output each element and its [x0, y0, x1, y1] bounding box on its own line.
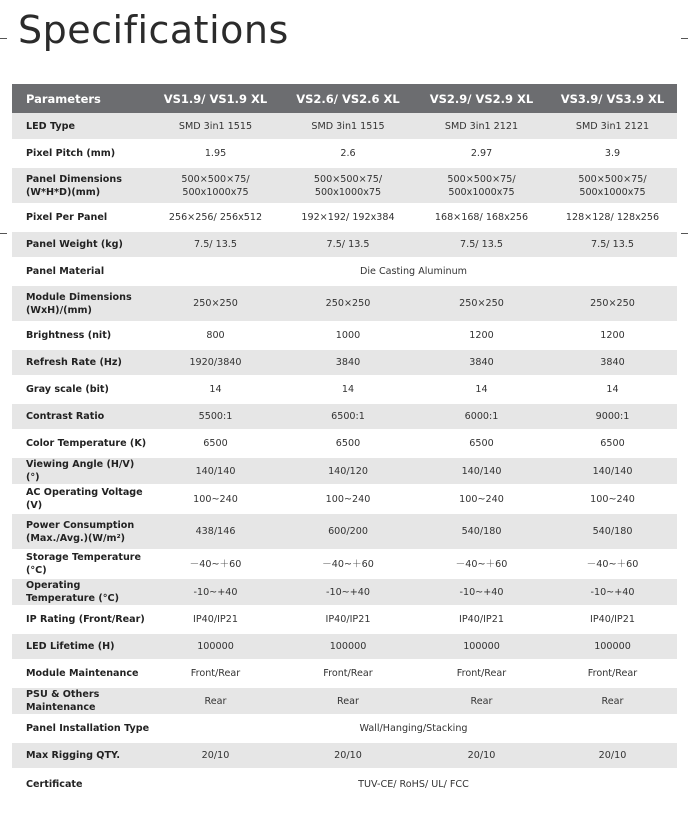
merged-value-cell [150, 769, 677, 799]
cell-value-line: 140/140 [592, 465, 633, 477]
cell-value-line: 6500 [335, 438, 361, 449]
table-row [12, 578, 677, 606]
page-title: Specifications [18, 8, 289, 52]
value-cell [548, 285, 677, 322]
cell-value-line: 500×500×75/ [181, 173, 250, 185]
value-cell [150, 457, 281, 485]
cell-value-line: 500x1000x75 [182, 186, 249, 198]
value-cell [415, 550, 548, 578]
value-cell [150, 513, 281, 550]
table-row [12, 660, 677, 687]
row-label-line: Module Maintenance [26, 668, 139, 679]
row-label-line: Power Consumption [26, 519, 135, 531]
row-label-line: Gray scale (bit) [26, 384, 109, 395]
value-cell [548, 513, 677, 550]
value-cell [281, 578, 415, 606]
row-label [12, 769, 150, 799]
row-label-line: Certificate [26, 779, 83, 790]
row-label [12, 660, 150, 687]
value-cell [150, 285, 281, 322]
table-row [12, 113, 677, 140]
table-row [12, 485, 677, 513]
cell-value-line: 540/180 [461, 526, 502, 537]
value-cell [281, 485, 415, 513]
value-cell [150, 430, 281, 457]
value-cell [281, 285, 415, 322]
cell-value-line: Rear [470, 695, 493, 707]
table-row [12, 285, 677, 322]
table-row [12, 715, 677, 742]
cell-value-line: 7.5/ 13.5 [591, 239, 634, 250]
row-label-line: PSU & Others Maintenance [26, 689, 100, 713]
row-label-line: Viewing Angle (H/V) (°) [26, 459, 135, 483]
cell-value-line: IP40/IP21 [459, 614, 504, 625]
table-row [12, 204, 677, 231]
table-header [12, 84, 677, 113]
cell-value-line: 2.97 [470, 148, 493, 159]
value-cell [415, 457, 548, 485]
cell-value-line: 9000:1 [595, 411, 630, 422]
cell-value-line: Die Casting Aluminum [359, 266, 468, 277]
value-cell [548, 457, 677, 485]
cell-value-line: 3.9 [604, 148, 621, 159]
row-label [12, 430, 150, 457]
cell-value-line: 1200 [469, 330, 494, 341]
cell-value-line: 1200 [600, 330, 625, 341]
row-label [12, 550, 150, 578]
header-cell-model: VS3.9/ VS3.9 XL [560, 91, 665, 106]
row-label [12, 513, 150, 550]
value-cell [415, 113, 548, 140]
table-row [12, 550, 677, 578]
row-label-line: Brightness (nit) [26, 330, 112, 341]
cell-value-line: 1000 [335, 330, 361, 341]
cell-value-line: 500x1000x75 [448, 186, 515, 198]
row-label-line: Module Dimensions [26, 291, 132, 303]
table-row [12, 258, 677, 285]
row-label [12, 167, 150, 204]
row-label-line: AC Operating Voltage (V) [26, 487, 143, 511]
row-label [12, 231, 150, 258]
value-cell [548, 578, 677, 606]
cell-value-line: Front/Rear [587, 668, 638, 679]
row-label [12, 349, 150, 376]
value-cell [415, 204, 548, 231]
row-label-line: Storage Temperature (°C) [26, 552, 142, 576]
value-cell [281, 349, 415, 376]
cell-value-line: Front/Rear [323, 668, 373, 679]
value-cell [150, 349, 281, 376]
cell-value-line: TUV-CE/ RoHS/ UL/ FCC [358, 779, 469, 790]
row-label [12, 715, 150, 742]
cell-value-line: 100000 [329, 641, 367, 652]
row-label [12, 204, 150, 231]
value-cell [548, 633, 677, 660]
value-cell [150, 485, 281, 513]
value-cell [548, 485, 677, 513]
cell-value-line: -10~+40 [326, 586, 370, 598]
table-row [12, 633, 677, 660]
value-cell [548, 376, 677, 403]
row-label-line: Operating Temperature (°C) [26, 580, 119, 604]
cell-value-line: SMD 3in1 2121 [575, 120, 650, 132]
cell-value-line: 1920/3840 [189, 357, 242, 368]
cell-value-line: 140/120 [328, 465, 368, 477]
value-cell [415, 430, 548, 457]
value-cell [548, 322, 677, 349]
table-row [12, 403, 677, 430]
row-label-line: Max Rigging QTY. [26, 750, 120, 761]
cell-value-line: SMD 3in1 2121 [444, 120, 519, 132]
value-cell [415, 349, 548, 376]
table-row [12, 322, 677, 349]
value-cell [281, 550, 415, 578]
cell-value-line: 20/10 [334, 750, 362, 761]
cell-value-line: 1.95 [204, 148, 227, 159]
row-label [12, 376, 150, 403]
value-cell [548, 231, 677, 258]
cell-value-line: 256×256/ 256x512 [168, 212, 263, 223]
row-label-line: LED Lifetime (H) [26, 641, 115, 652]
row-label-line: (WxH)/(mm) [26, 304, 92, 316]
cell-value-line: -10~+40 [590, 586, 635, 598]
row-label [12, 322, 150, 349]
cell-value-line: 6500:1 [331, 411, 365, 422]
table-body [12, 113, 677, 799]
value-cell [150, 660, 281, 687]
table-row [12, 430, 677, 457]
cell-value-line: 168×168/ 168x256 [434, 212, 529, 223]
row-label-line: Panel Installation Type [26, 723, 150, 734]
cell-value-line: Rear [601, 695, 624, 707]
value-cell [150, 742, 281, 769]
cell-value-line: 5500:1 [198, 411, 233, 422]
cell-value-line: －40~＋60 [189, 558, 242, 570]
cell-value-line: Front/Rear [190, 668, 241, 679]
value-cell [150, 113, 281, 140]
row-label [12, 258, 150, 285]
table-row [12, 687, 677, 715]
value-cell [150, 167, 281, 204]
decorative-tick [681, 38, 688, 39]
cell-value-line: 20/10 [467, 750, 496, 761]
value-cell [548, 550, 677, 578]
value-cell [281, 376, 415, 403]
row-label-line: Refresh Rate (Hz) [26, 357, 122, 368]
value-cell [415, 513, 548, 550]
cell-value-line: －40~＋60 [322, 558, 374, 570]
value-cell [548, 606, 677, 633]
cell-value-line: 128×128/ 128x256 [565, 212, 660, 223]
header-cell-parameters: Parameters [26, 91, 101, 106]
value-cell [415, 742, 548, 769]
table-row [12, 140, 677, 167]
value-cell [281, 167, 415, 204]
cell-value-line: 600/200 [328, 526, 368, 537]
row-label [12, 403, 150, 430]
cell-value-line: 540/180 [592, 526, 633, 537]
value-cell [548, 113, 677, 140]
cell-value-line: 250×250 [590, 298, 635, 309]
value-cell [281, 430, 415, 457]
value-cell [150, 578, 281, 606]
cell-value-line: 14 [341, 384, 355, 395]
header-cell-model: VS2.9/ VS2.9 XL [429, 91, 534, 106]
value-cell [548, 660, 677, 687]
header-cell-model: VS2.6/ VS2.6 XL [296, 91, 400, 106]
decorative-tick [681, 233, 688, 234]
table-row [12, 742, 677, 769]
value-cell [415, 485, 548, 513]
row-label-line: (W*H*D)(mm) [26, 186, 101, 198]
value-cell [150, 322, 281, 349]
value-cell [281, 403, 415, 430]
value-cell [548, 430, 677, 457]
value-cell [548, 204, 677, 231]
row-label-line: Panel Dimensions [26, 173, 122, 185]
cell-value-line: Rear [337, 695, 359, 707]
value-cell [548, 687, 677, 715]
value-cell [150, 687, 281, 715]
value-cell [548, 742, 677, 769]
value-cell [415, 633, 548, 660]
value-cell [415, 322, 548, 349]
cell-value-line: -10~+40 [459, 586, 504, 598]
header-cell-model: VS1.9/ VS1.9 XL [163, 91, 268, 106]
cell-value-line: 438/146 [195, 526, 236, 537]
table-row [12, 376, 677, 403]
cell-value-line: －40~＋60 [586, 558, 639, 570]
cell-value-line: 6500 [203, 438, 228, 449]
row-label [12, 578, 150, 606]
value-cell [415, 167, 548, 204]
value-cell [548, 140, 677, 167]
cell-value-line: 100~240 [325, 493, 371, 505]
value-cell [150, 204, 281, 231]
row-label [12, 140, 150, 167]
value-cell [281, 742, 415, 769]
cell-value-line: 140/140 [195, 465, 236, 477]
cell-value-line: 14 [209, 384, 222, 395]
cell-value-line: 500x1000x75 [314, 186, 382, 198]
cell-value-line: 6500 [600, 438, 625, 449]
table-row [12, 769, 677, 799]
value-cell [281, 633, 415, 660]
value-cell [281, 513, 415, 550]
table-row [12, 349, 677, 376]
cell-value-line: 20/10 [598, 750, 627, 761]
value-cell [415, 403, 548, 430]
cell-value-line: Rear [204, 695, 227, 707]
cell-value-line: 250×250 [193, 298, 238, 309]
cell-value-line: 250×250 [459, 298, 504, 309]
cell-value-line: 100000 [197, 641, 234, 652]
row-label-line: Panel Weight (kg) [26, 239, 123, 250]
row-label-line: (Max./Avg.)(W/m²) [26, 532, 126, 544]
row-label-line: Pixel Per Panel [26, 212, 108, 223]
value-cell [548, 167, 677, 204]
value-cell [415, 687, 548, 715]
cell-value-line: 100~240 [590, 493, 635, 505]
cell-value-line: -10~+40 [193, 586, 238, 598]
value-cell [281, 457, 415, 485]
cell-value-line: 7.5/ 13.5 [194, 239, 237, 250]
cell-value-line: 6500 [469, 438, 494, 449]
value-cell [150, 633, 281, 660]
cell-value-line: IP40/IP21 [590, 614, 635, 625]
row-label [12, 633, 150, 660]
value-cell [150, 376, 281, 403]
row-label [12, 606, 150, 633]
cell-value-line: 140/140 [461, 465, 502, 477]
value-cell [281, 687, 415, 715]
cell-value-line: SMD 3in1 1515 [178, 120, 253, 132]
value-cell [150, 606, 281, 633]
value-cell [415, 285, 548, 322]
row-label [12, 285, 150, 322]
cell-value-line: 3840 [469, 357, 494, 368]
cell-value-line: Wall/Hanging/Stacking [359, 723, 468, 734]
cell-value-line: IP40/IP21 [193, 614, 238, 625]
row-label-line: Contrast Ratio [26, 411, 105, 422]
cell-value-line: 14 [475, 384, 488, 395]
cell-value-line: 800 [206, 330, 225, 341]
cell-value-line: 250×250 [325, 298, 371, 309]
row-label [12, 485, 150, 513]
value-cell [281, 140, 415, 167]
cell-value-line: 14 [606, 384, 619, 395]
value-cell [281, 204, 415, 231]
row-label [12, 113, 150, 140]
merged-value-cell [150, 715, 677, 742]
cell-value-line: Front/Rear [456, 668, 507, 679]
value-cell [548, 403, 677, 430]
value-cell [281, 606, 415, 633]
row-label [12, 742, 150, 769]
specifications-table [12, 84, 677, 799]
value-cell [150, 231, 281, 258]
row-label-line: LED Type [26, 120, 76, 132]
value-cell [415, 660, 548, 687]
decorative-tick [0, 38, 7, 39]
row-label-line: Panel Material [26, 266, 105, 277]
value-cell [150, 140, 281, 167]
row-label-line: Color Temperature (K) [26, 438, 147, 449]
cell-value-line: －40~＋60 [455, 558, 508, 570]
table-row [12, 457, 677, 485]
value-cell [415, 578, 548, 606]
row-label [12, 457, 150, 485]
value-cell [281, 113, 415, 140]
row-label [12, 687, 150, 715]
value-cell [548, 349, 677, 376]
cell-value-line: 100000 [463, 641, 500, 652]
cell-value-line: 6000:1 [464, 411, 499, 422]
cell-value-line: 7.5/ 13.5 [326, 239, 370, 250]
table-row [12, 606, 677, 633]
value-cell [150, 403, 281, 430]
cell-value-line: 100~240 [459, 493, 504, 505]
table-row [12, 513, 677, 550]
cell-value-line: 500x1000x75 [579, 186, 646, 198]
value-cell [150, 550, 281, 578]
header-row [12, 84, 677, 113]
cell-value-line: 500×500×75/ [313, 173, 383, 185]
cell-value-line: 20/10 [201, 750, 230, 761]
row-label-line: IP Rating (Front/Rear) [26, 614, 145, 625]
cell-value-line: 100~240 [193, 493, 238, 505]
cell-value-line: 192×192/ 192x384 [301, 212, 395, 223]
table-row [12, 167, 677, 204]
merged-value-cell [150, 258, 677, 285]
value-cell [415, 231, 548, 258]
value-cell [415, 606, 548, 633]
cell-value-line: IP40/IP21 [325, 614, 371, 625]
value-cell [415, 140, 548, 167]
value-cell [415, 376, 548, 403]
cell-value-line: 3840 [335, 357, 361, 368]
decorative-tick [0, 233, 7, 234]
value-cell [281, 660, 415, 687]
value-cell [281, 231, 415, 258]
cell-value-line: 3840 [600, 357, 625, 368]
cell-value-line: SMD 3in1 1515 [311, 120, 385, 132]
cell-value-line: 100000 [594, 641, 631, 652]
cell-value-line: 500×500×75/ [447, 173, 516, 185]
row-label-line: Pixel Pitch (mm) [26, 148, 116, 159]
cell-value-line: 7.5/ 13.5 [460, 239, 503, 250]
value-cell [281, 322, 415, 349]
cell-value-line: 500×500×75/ [578, 173, 647, 185]
cell-value-line: 2.6 [340, 148, 356, 159]
table-row [12, 231, 677, 258]
